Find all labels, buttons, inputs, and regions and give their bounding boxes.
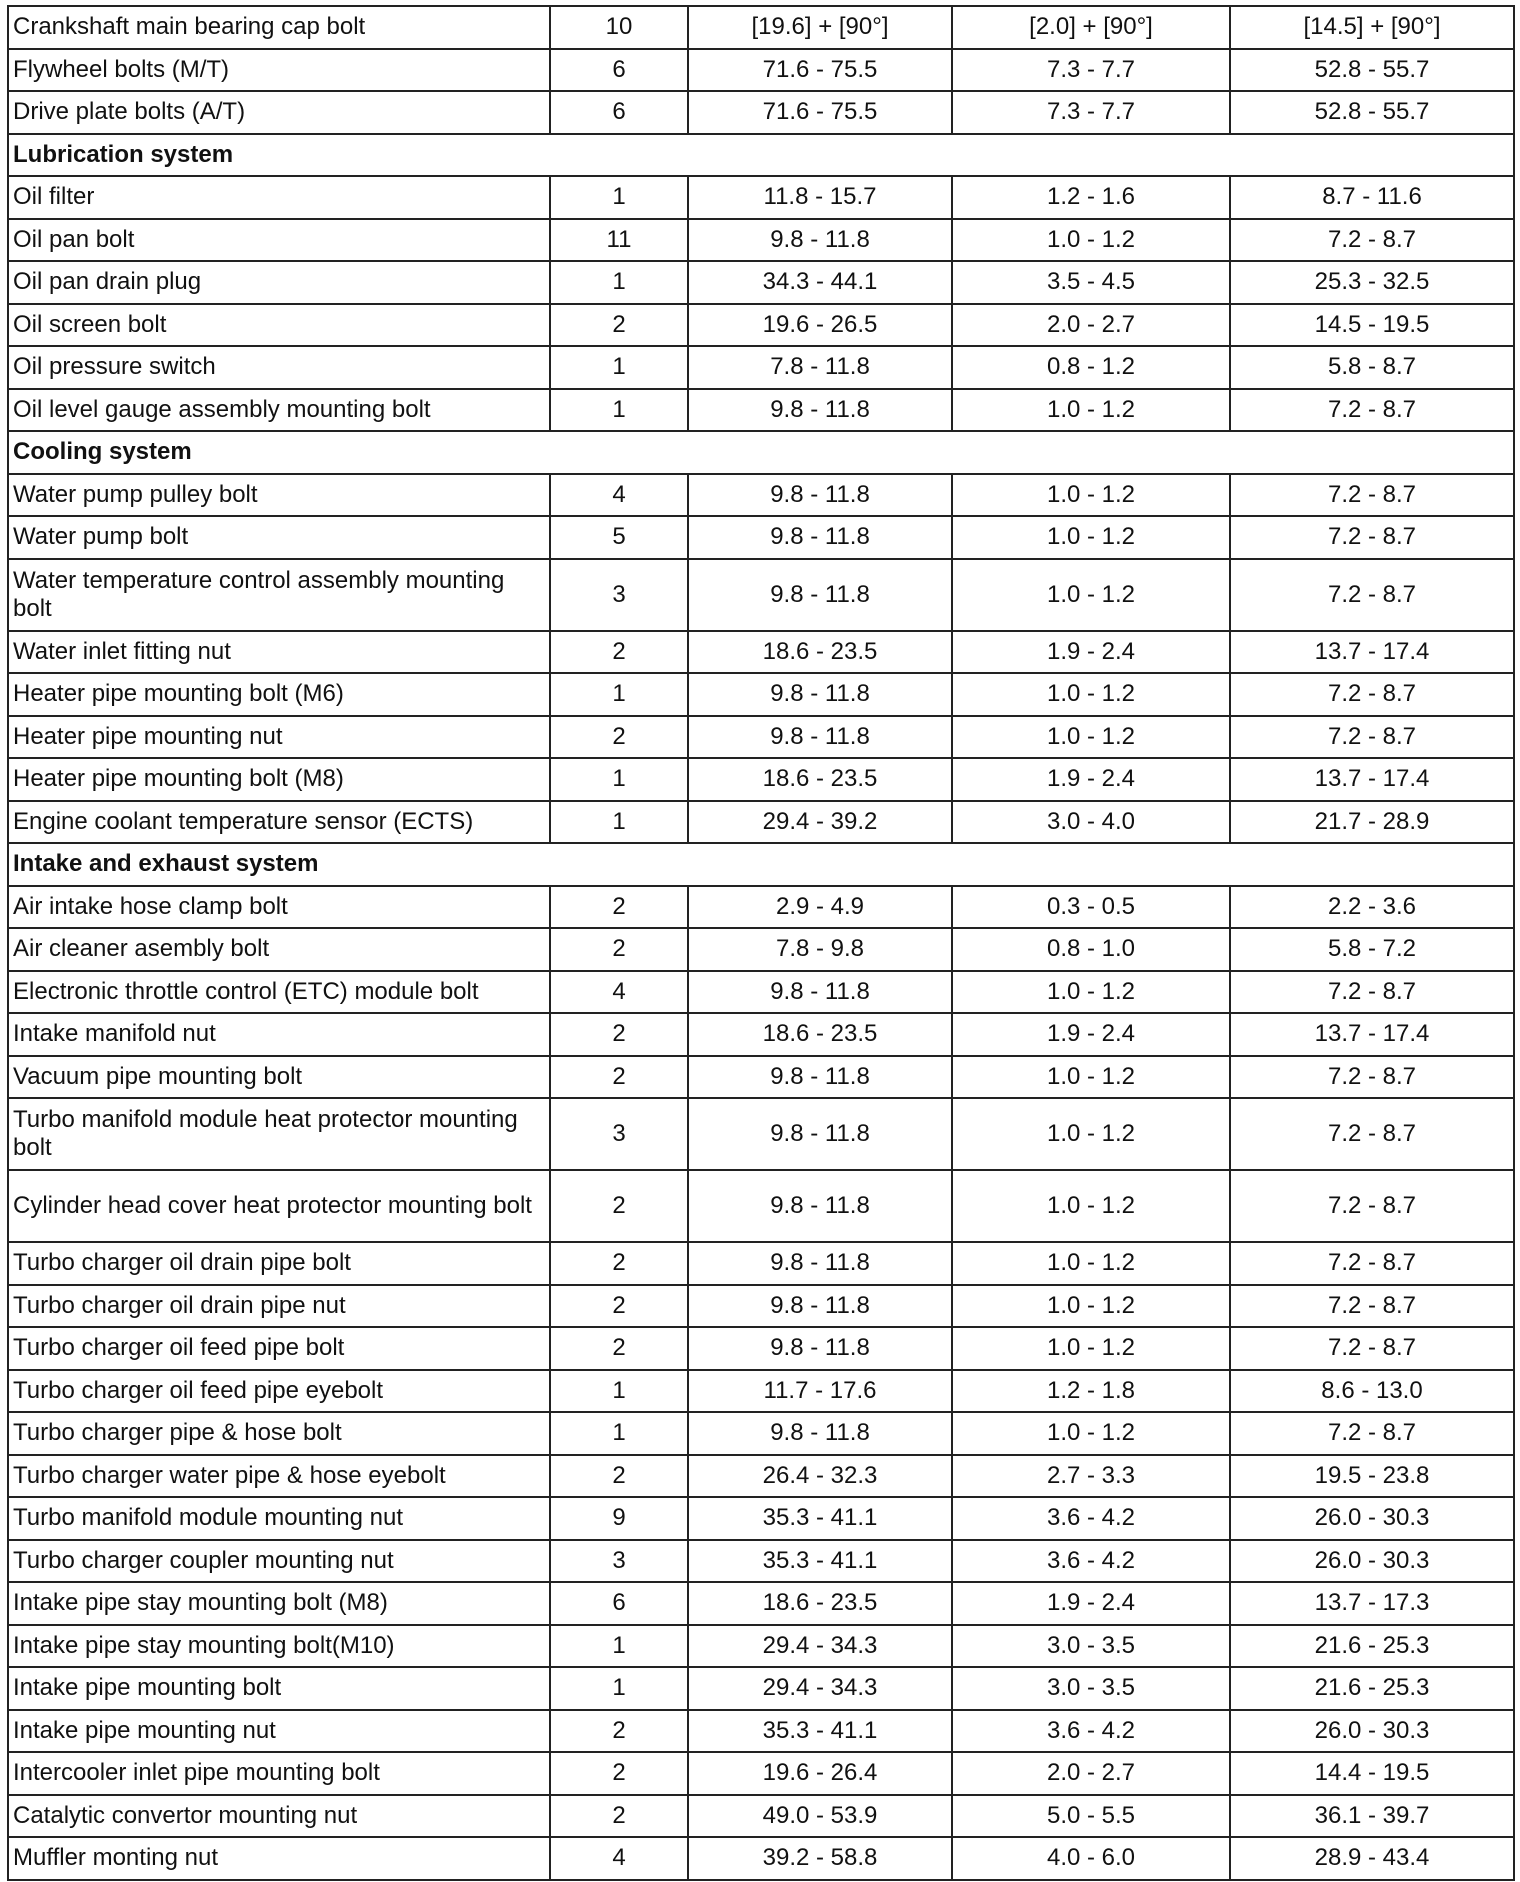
component-name-cell: Engine coolant temperature sensor (ECTS) bbox=[8, 801, 550, 844]
torque-kgfm-cell: 1.9 - 2.4 bbox=[952, 758, 1230, 801]
component-name-cell: Oil pan drain plug bbox=[8, 261, 550, 304]
table-row bbox=[8, 1285, 1514, 1328]
component-name-cell: Air intake hose clamp bolt bbox=[8, 886, 550, 929]
table-row bbox=[8, 1170, 1514, 1242]
component-name-cell: Turbo charger water pipe & hose eyebolt bbox=[8, 1455, 550, 1498]
section-title: Intake and exhaust system bbox=[8, 843, 1514, 886]
torque-kgfm-cell: 3.0 - 3.5 bbox=[952, 1667, 1230, 1710]
torque-nm-cell: 18.6 - 23.5 bbox=[688, 631, 952, 674]
torque-lbft-cell: 28.9 - 43.4 bbox=[1230, 1837, 1514, 1880]
torque-nm-cell: 9.8 - 11.8 bbox=[688, 1170, 952, 1242]
torque-lbft-cell: 7.2 - 8.7 bbox=[1230, 971, 1514, 1014]
component-name-cell: Oil pressure switch bbox=[8, 346, 550, 389]
quantity-cell: 3 bbox=[550, 1098, 688, 1170]
quantity-cell: 2 bbox=[550, 1710, 688, 1753]
quantity-cell: 2 bbox=[550, 1170, 688, 1242]
component-name-cell: Heater pipe mounting bolt (M8) bbox=[8, 758, 550, 801]
torque-nm-cell: 71.6 - 75.5 bbox=[688, 91, 952, 134]
quantity-cell: 11 bbox=[550, 219, 688, 262]
torque-kgfm-cell: 3.6 - 4.2 bbox=[952, 1497, 1230, 1540]
torque-lbft-cell: 13.7 - 17.4 bbox=[1230, 631, 1514, 674]
table-row bbox=[8, 886, 1514, 929]
component-name-cell: Water temperature control assembly mounting bolt bbox=[8, 559, 550, 631]
quantity-cell: 5 bbox=[550, 516, 688, 559]
table-row bbox=[8, 1710, 1514, 1753]
component-name-cell: Water pump bolt bbox=[8, 516, 550, 559]
table-row bbox=[8, 673, 1514, 716]
table-row bbox=[8, 1540, 1514, 1583]
component-name-cell: Heater pipe mounting nut bbox=[8, 716, 550, 759]
torque-kgfm-cell: 1.9 - 2.4 bbox=[952, 1582, 1230, 1625]
torque-lbft-cell: 26.0 - 30.3 bbox=[1230, 1710, 1514, 1753]
torque-lbft-cell: 7.2 - 8.7 bbox=[1230, 389, 1514, 432]
torque-nm-cell: 9.8 - 11.8 bbox=[688, 971, 952, 1014]
table-row bbox=[8, 1013, 1514, 1056]
torque-nm-cell: 29.4 - 34.3 bbox=[688, 1667, 952, 1710]
torque-kgfm-cell: 0.8 - 1.0 bbox=[952, 928, 1230, 971]
torque-lbft-cell: 7.2 - 8.7 bbox=[1230, 219, 1514, 262]
table-row bbox=[8, 1625, 1514, 1668]
torque-kgfm-cell: 1.0 - 1.2 bbox=[952, 716, 1230, 759]
quantity-cell: 2 bbox=[550, 1455, 688, 1498]
component-name-cell: Air cleaner asembly bolt bbox=[8, 928, 550, 971]
torque-nm-cell: 9.8 - 11.8 bbox=[688, 559, 952, 631]
table-row bbox=[8, 928, 1514, 971]
component-name-cell: Turbo charger pipe & hose bolt bbox=[8, 1412, 550, 1455]
torque-kgfm-cell: 1.9 - 2.4 bbox=[952, 1013, 1230, 1056]
table-row bbox=[8, 971, 1514, 1014]
torque-kgfm-cell: 1.0 - 1.2 bbox=[952, 1412, 1230, 1455]
torque-nm-cell: 9.8 - 11.8 bbox=[688, 1056, 952, 1099]
component-name-cell: Oil pan bolt bbox=[8, 219, 550, 262]
torque-kgfm-cell: 0.8 - 1.2 bbox=[952, 346, 1230, 389]
torque-lbft-cell: 52.8 - 55.7 bbox=[1230, 91, 1514, 134]
torque-lbft-cell: 13.7 - 17.4 bbox=[1230, 758, 1514, 801]
quantity-cell: 1 bbox=[550, 801, 688, 844]
quantity-cell: 3 bbox=[550, 559, 688, 631]
torque-kgfm-cell: 1.0 - 1.2 bbox=[952, 971, 1230, 1014]
torque-nm-cell: 9.8 - 11.8 bbox=[688, 1285, 952, 1328]
torque-lbft-cell: 7.2 - 8.7 bbox=[1230, 1098, 1514, 1170]
quantity-cell: 3 bbox=[550, 1540, 688, 1583]
torque-nm-cell: 18.6 - 23.5 bbox=[688, 1582, 952, 1625]
torque-nm-cell: 18.6 - 23.5 bbox=[688, 1013, 952, 1056]
torque-kgfm-cell: 2.0 - 2.7 bbox=[952, 1752, 1230, 1795]
torque-kgfm-cell: 1.9 - 2.4 bbox=[952, 631, 1230, 674]
table-row bbox=[8, 1370, 1514, 1413]
torque-lbft-cell: 7.2 - 8.7 bbox=[1230, 1170, 1514, 1242]
torque-lbft-cell: 7.2 - 8.7 bbox=[1230, 1056, 1514, 1099]
torque-lbft-cell: 14.4 - 19.5 bbox=[1230, 1752, 1514, 1795]
section-title: Lubrication system bbox=[8, 134, 1514, 177]
torque-kgfm-cell: 7.3 - 7.7 bbox=[952, 91, 1230, 134]
torque-nm-cell: 7.8 - 11.8 bbox=[688, 346, 952, 389]
torque-nm-cell: 9.8 - 11.8 bbox=[688, 219, 952, 262]
table-row bbox=[8, 1098, 1514, 1170]
torque-table-body bbox=[8, 6, 1514, 1880]
torque-kgfm-cell: 1.0 - 1.2 bbox=[952, 1327, 1230, 1370]
torque-nm-cell: [19.6] + [90°] bbox=[688, 6, 952, 49]
component-name-cell: Turbo charger oil feed pipe eyebolt bbox=[8, 1370, 550, 1413]
quantity-cell: 6 bbox=[550, 1582, 688, 1625]
torque-nm-cell: 19.6 - 26.4 bbox=[688, 1752, 952, 1795]
table-row bbox=[8, 346, 1514, 389]
torque-kgfm-cell: 1.0 - 1.2 bbox=[952, 219, 1230, 262]
torque-lbft-cell: 7.2 - 8.7 bbox=[1230, 1285, 1514, 1328]
quantity-cell: 9 bbox=[550, 1497, 688, 1540]
section-header-row bbox=[8, 134, 1514, 177]
component-name-cell: Water pump pulley bolt bbox=[8, 474, 550, 517]
torque-kgfm-cell: 1.0 - 1.2 bbox=[952, 559, 1230, 631]
quantity-cell: 1 bbox=[550, 346, 688, 389]
torque-nm-cell: 9.8 - 11.8 bbox=[688, 516, 952, 559]
section-title: Cooling system bbox=[8, 431, 1514, 474]
quantity-cell: 1 bbox=[550, 389, 688, 432]
quantity-cell: 2 bbox=[550, 1752, 688, 1795]
table-row bbox=[8, 1327, 1514, 1370]
table-row bbox=[8, 1242, 1514, 1285]
component-name-cell: Turbo charger oil drain pipe nut bbox=[8, 1285, 550, 1328]
torque-lbft-cell: 21.6 - 25.3 bbox=[1230, 1667, 1514, 1710]
torque-lbft-cell: 7.2 - 8.7 bbox=[1230, 1412, 1514, 1455]
quantity-cell: 4 bbox=[550, 971, 688, 1014]
quantity-cell: 1 bbox=[550, 758, 688, 801]
torque-nm-cell: 9.8 - 11.8 bbox=[688, 716, 952, 759]
torque-kgfm-cell: 2.0 - 2.7 bbox=[952, 304, 1230, 347]
torque-lbft-cell: 26.0 - 30.3 bbox=[1230, 1497, 1514, 1540]
table-row bbox=[8, 1056, 1514, 1099]
torque-nm-cell: 29.4 - 39.2 bbox=[688, 801, 952, 844]
torque-nm-cell: 2.9 - 4.9 bbox=[688, 886, 952, 929]
torque-lbft-cell: 5.8 - 8.7 bbox=[1230, 346, 1514, 389]
torque-kgfm-cell: 1.0 - 1.2 bbox=[952, 1285, 1230, 1328]
quantity-cell: 6 bbox=[550, 91, 688, 134]
torque-lbft-cell: 13.7 - 17.4 bbox=[1230, 1013, 1514, 1056]
quantity-cell: 2 bbox=[550, 631, 688, 674]
torque-lbft-cell: 19.5 - 23.8 bbox=[1230, 1455, 1514, 1498]
section-header-row bbox=[8, 431, 1514, 474]
torque-kgfm-cell: 3.0 - 3.5 bbox=[952, 1625, 1230, 1668]
torque-kgfm-cell: 0.3 - 0.5 bbox=[952, 886, 1230, 929]
torque-nm-cell: 9.8 - 11.8 bbox=[688, 474, 952, 517]
table-row bbox=[8, 474, 1514, 517]
torque-nm-cell: 11.7 - 17.6 bbox=[688, 1370, 952, 1413]
torque-lbft-cell: 26.0 - 30.3 bbox=[1230, 1540, 1514, 1583]
table-row bbox=[8, 6, 1514, 49]
quantity-cell: 10 bbox=[550, 6, 688, 49]
torque-lbft-cell: 25.3 - 32.5 bbox=[1230, 261, 1514, 304]
quantity-cell: 1 bbox=[550, 261, 688, 304]
torque-kgfm-cell: 1.0 - 1.2 bbox=[952, 673, 1230, 716]
torque-kgfm-cell: 1.2 - 1.8 bbox=[952, 1370, 1230, 1413]
component-name-cell: Catalytic convertor mounting nut bbox=[8, 1795, 550, 1838]
torque-lbft-cell: 8.6 - 13.0 bbox=[1230, 1370, 1514, 1413]
torque-kgfm-cell: [2.0] + [90°] bbox=[952, 6, 1230, 49]
torque-nm-cell: 9.8 - 11.8 bbox=[688, 1242, 952, 1285]
torque-nm-cell: 39.2 - 58.8 bbox=[688, 1837, 952, 1880]
torque-lbft-cell: 2.2 - 3.6 bbox=[1230, 886, 1514, 929]
section-header-row bbox=[8, 843, 1514, 886]
table-row bbox=[8, 1497, 1514, 1540]
component-name-cell: Intake pipe stay mounting bolt (M8) bbox=[8, 1582, 550, 1625]
torque-lbft-cell: [14.5] + [90°] bbox=[1230, 6, 1514, 49]
torque-nm-cell: 7.8 - 9.8 bbox=[688, 928, 952, 971]
table-row bbox=[8, 559, 1514, 631]
torque-kgfm-cell: 3.6 - 4.2 bbox=[952, 1540, 1230, 1583]
torque-kgfm-cell: 7.3 - 7.7 bbox=[952, 49, 1230, 92]
torque-nm-cell: 35.3 - 41.1 bbox=[688, 1710, 952, 1753]
quantity-cell: 4 bbox=[550, 474, 688, 517]
quantity-cell: 2 bbox=[550, 304, 688, 347]
torque-kgfm-cell: 1.0 - 1.2 bbox=[952, 1098, 1230, 1170]
torque-nm-cell: 35.3 - 41.1 bbox=[688, 1540, 952, 1583]
torque-kgfm-cell: 1.0 - 1.2 bbox=[952, 1242, 1230, 1285]
torque-lbft-cell: 14.5 - 19.5 bbox=[1230, 304, 1514, 347]
table-row bbox=[8, 716, 1514, 759]
table-row bbox=[8, 389, 1514, 432]
quantity-cell: 2 bbox=[550, 1285, 688, 1328]
quantity-cell: 6 bbox=[550, 49, 688, 92]
component-name-cell: Flywheel bolts (M/T) bbox=[8, 49, 550, 92]
torque-kgfm-cell: 1.0 - 1.2 bbox=[952, 1170, 1230, 1242]
quantity-cell: 2 bbox=[550, 1056, 688, 1099]
table-row bbox=[8, 49, 1514, 92]
quantity-cell: 2 bbox=[550, 1242, 688, 1285]
table-row bbox=[8, 1752, 1514, 1795]
torque-kgfm-cell: 3.6 - 4.2 bbox=[952, 1710, 1230, 1753]
component-name-cell: Oil level gauge assembly mounting bolt bbox=[8, 389, 550, 432]
quantity-cell: 1 bbox=[550, 1625, 688, 1668]
component-name-cell: Intercooler inlet pipe mounting bolt bbox=[8, 1752, 550, 1795]
quantity-cell: 2 bbox=[550, 1327, 688, 1370]
torque-nm-cell: 9.8 - 11.8 bbox=[688, 673, 952, 716]
torque-kgfm-cell: 1.2 - 1.6 bbox=[952, 176, 1230, 219]
table-row bbox=[8, 176, 1514, 219]
torque-nm-cell: 29.4 - 34.3 bbox=[688, 1625, 952, 1668]
quantity-cell: 1 bbox=[550, 1667, 688, 1710]
torque-kgfm-cell: 3.5 - 4.5 bbox=[952, 261, 1230, 304]
component-name-cell: Turbo manifold module mounting nut bbox=[8, 1497, 550, 1540]
torque-lbft-cell: 7.2 - 8.7 bbox=[1230, 1242, 1514, 1285]
torque-lbft-cell: 7.2 - 8.7 bbox=[1230, 516, 1514, 559]
quantity-cell: 4 bbox=[550, 1837, 688, 1880]
torque-nm-cell: 34.3 - 44.1 bbox=[688, 261, 952, 304]
table-row bbox=[8, 801, 1514, 844]
torque-kgfm-cell: 1.0 - 1.2 bbox=[952, 1056, 1230, 1099]
quantity-cell: 1 bbox=[550, 1412, 688, 1455]
torque-nm-cell: 18.6 - 23.5 bbox=[688, 758, 952, 801]
torque-kgfm-cell: 2.7 - 3.3 bbox=[952, 1455, 1230, 1498]
table-row bbox=[8, 1667, 1514, 1710]
table-row bbox=[8, 261, 1514, 304]
torque-lbft-cell: 52.8 - 55.7 bbox=[1230, 49, 1514, 92]
torque-lbft-cell: 5.8 - 7.2 bbox=[1230, 928, 1514, 971]
component-name-cell: Intake pipe stay mounting bolt(M10) bbox=[8, 1625, 550, 1668]
table-row bbox=[8, 758, 1514, 801]
quantity-cell: 2 bbox=[550, 1013, 688, 1056]
torque-lbft-cell: 8.7 - 11.6 bbox=[1230, 176, 1514, 219]
torque-nm-cell: 49.0 - 53.9 bbox=[688, 1795, 952, 1838]
quantity-cell: 1 bbox=[550, 176, 688, 219]
component-name-cell: Intake pipe mounting bolt bbox=[8, 1667, 550, 1710]
table-row bbox=[8, 219, 1514, 262]
table-row bbox=[8, 1455, 1514, 1498]
component-name-cell: Turbo charger coupler mounting nut bbox=[8, 1540, 550, 1583]
torque-kgfm-cell: 1.0 - 1.2 bbox=[952, 516, 1230, 559]
torque-nm-cell: 35.3 - 41.1 bbox=[688, 1497, 952, 1540]
component-name-cell: Turbo charger oil drain pipe bolt bbox=[8, 1242, 550, 1285]
torque-nm-cell: 19.6 - 26.5 bbox=[688, 304, 952, 347]
torque-lbft-cell: 36.1 - 39.7 bbox=[1230, 1795, 1514, 1838]
table-row bbox=[8, 516, 1514, 559]
torque-lbft-cell: 7.2 - 8.7 bbox=[1230, 474, 1514, 517]
component-name-cell: Turbo manifold module heat protector mounting bolt bbox=[8, 1098, 550, 1170]
component-name-cell: Muffler monting nut bbox=[8, 1837, 550, 1880]
component-name-cell: Oil screen bolt bbox=[8, 304, 550, 347]
component-name-cell: Vacuum pipe mounting bolt bbox=[8, 1056, 550, 1099]
component-name-cell: Intake manifold nut bbox=[8, 1013, 550, 1056]
torque-nm-cell: 26.4 - 32.3 bbox=[688, 1455, 952, 1498]
table-row bbox=[8, 91, 1514, 134]
table-row bbox=[8, 1795, 1514, 1838]
torque-nm-cell: 71.6 - 75.5 bbox=[688, 49, 952, 92]
torque-spec-table bbox=[7, 5, 1515, 1881]
table-row bbox=[8, 631, 1514, 674]
component-name-cell: Cylinder head cover heat protector mounting bolt bbox=[8, 1170, 550, 1242]
torque-kgfm-cell: 1.0 - 1.2 bbox=[952, 389, 1230, 432]
table-row bbox=[8, 1582, 1514, 1625]
torque-lbft-cell: 21.7 - 28.9 bbox=[1230, 801, 1514, 844]
table-row bbox=[8, 304, 1514, 347]
table-row bbox=[8, 1837, 1514, 1880]
torque-lbft-cell: 7.2 - 8.7 bbox=[1230, 1327, 1514, 1370]
torque-kgfm-cell: 5.0 - 5.5 bbox=[952, 1795, 1230, 1838]
torque-nm-cell: 9.8 - 11.8 bbox=[688, 1412, 952, 1455]
component-name-cell: Oil filter bbox=[8, 176, 550, 219]
quantity-cell: 2 bbox=[550, 1795, 688, 1838]
component-name-cell: Electronic throttle control (ETC) module bolt bbox=[8, 971, 550, 1014]
torque-lbft-cell: 7.2 - 8.7 bbox=[1230, 716, 1514, 759]
torque-kgfm-cell: 1.0 - 1.2 bbox=[952, 474, 1230, 517]
torque-kgfm-cell: 4.0 - 6.0 bbox=[952, 1837, 1230, 1880]
torque-nm-cell: 9.8 - 11.8 bbox=[688, 1327, 952, 1370]
table-row bbox=[8, 1412, 1514, 1455]
torque-lbft-cell: 7.2 - 8.7 bbox=[1230, 559, 1514, 631]
component-name-cell: Turbo charger oil feed pipe bolt bbox=[8, 1327, 550, 1370]
component-name-cell: Drive plate bolts (A/T) bbox=[8, 91, 550, 134]
torque-nm-cell: 11.8 - 15.7 bbox=[688, 176, 952, 219]
torque-kgfm-cell: 3.0 - 4.0 bbox=[952, 801, 1230, 844]
torque-lbft-cell: 21.6 - 25.3 bbox=[1230, 1625, 1514, 1668]
component-name-cell: Crankshaft main bearing cap bolt bbox=[8, 6, 550, 49]
component-name-cell: Heater pipe mounting bolt (M6) bbox=[8, 673, 550, 716]
component-name-cell: Water inlet fitting nut bbox=[8, 631, 550, 674]
torque-lbft-cell: 13.7 - 17.3 bbox=[1230, 1582, 1514, 1625]
torque-nm-cell: 9.8 - 11.8 bbox=[688, 1098, 952, 1170]
quantity-cell: 2 bbox=[550, 716, 688, 759]
torque-lbft-cell: 7.2 - 8.7 bbox=[1230, 673, 1514, 716]
quantity-cell: 1 bbox=[550, 673, 688, 716]
torque-nm-cell: 9.8 - 11.8 bbox=[688, 389, 952, 432]
quantity-cell: 2 bbox=[550, 886, 688, 929]
component-name-cell: Intake pipe mounting nut bbox=[8, 1710, 550, 1753]
quantity-cell: 1 bbox=[550, 1370, 688, 1413]
quantity-cell: 2 bbox=[550, 928, 688, 971]
